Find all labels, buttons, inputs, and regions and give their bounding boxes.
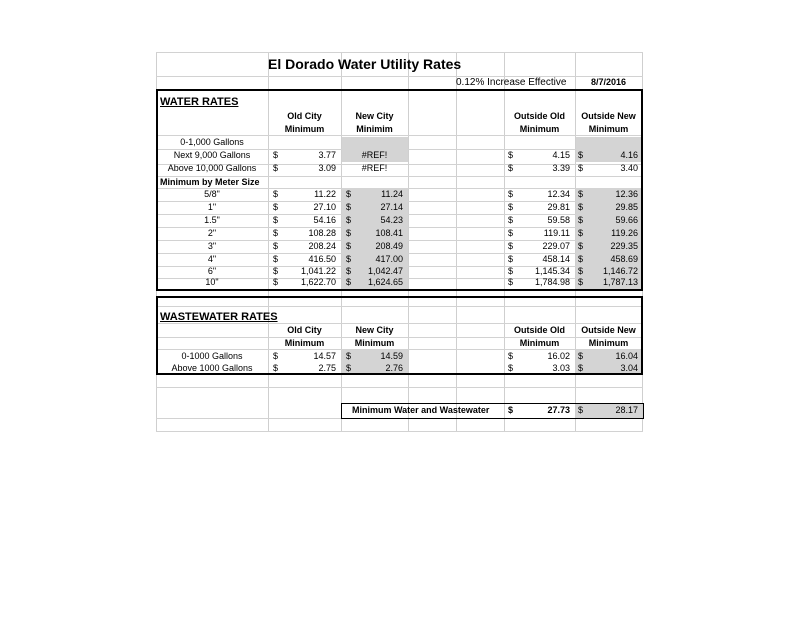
new-city-value: 1,042.47: [367, 266, 403, 276]
old-city-value: 208.24: [308, 241, 336, 251]
old-city-value: 416.50: [308, 254, 336, 264]
currency-symbol: $: [273, 363, 279, 373]
currency-symbol: $: [508, 351, 514, 361]
new-city-value: 11.24: [381, 189, 403, 199]
water-rates-heading: WATER RATES: [160, 96, 239, 108]
new-city-value: 108.41: [375, 228, 403, 238]
effective-date: 8/7/2016: [590, 77, 627, 87]
new-city-value: 27.14: [380, 202, 403, 212]
currency-symbol: $: [578, 405, 584, 415]
outside-old-value: 16.02: [547, 351, 570, 361]
currency-symbol: $: [273, 215, 279, 225]
col-subheader-new-city: Minimim: [356, 124, 393, 134]
currency-symbol: $: [578, 254, 584, 264]
outside-new-value: 29.85: [615, 202, 638, 212]
currency-symbol: $: [508, 150, 514, 160]
col-header-new-city: New City: [355, 325, 394, 335]
currency-symbol: $: [508, 254, 514, 264]
col-header-outside-new: Outside New: [581, 325, 636, 335]
currency-symbol: $: [273, 202, 279, 212]
currency-symbol: $: [273, 189, 279, 199]
col-header-outside-old: Outside Old: [513, 325, 565, 335]
new-city-value: #REF!: [361, 163, 388, 173]
currency-symbol: $: [578, 277, 584, 287]
col-subheader-outside-new: Minimum: [588, 124, 629, 134]
currency-symbol: $: [508, 363, 514, 373]
currency-symbol: $: [346, 228, 352, 238]
currency-symbol: $: [578, 266, 584, 276]
old-city-value: 11.22: [314, 189, 336, 199]
currency-symbol: $: [508, 163, 514, 173]
outside-old-value: 1,784.98: [534, 277, 570, 287]
total-outside-new: 28.17: [615, 405, 638, 415]
outside-old-value: 59.58: [547, 215, 570, 225]
water-section-border: [156, 89, 643, 91]
grid-line: [156, 306, 643, 307]
col-subheader-old-city: Minimum: [284, 338, 325, 348]
currency-symbol: $: [578, 215, 584, 225]
wastewater-usage-label: Above 1000 Gallons: [171, 363, 253, 373]
water-usage-label: Next 9,000 Gallons: [173, 150, 251, 160]
new-city-value: #REF!: [361, 150, 388, 160]
col-subheader-outside-old: Minimum: [519, 338, 560, 348]
water-usage-label: Above 10,000 Gallons: [167, 163, 257, 173]
currency-symbol: $: [346, 363, 352, 373]
currency-symbol: $: [346, 266, 352, 276]
old-city-value: 3.77: [318, 150, 336, 160]
wastewater-usage-label: 0-1000 Gallons: [181, 351, 243, 361]
currency-symbol: $: [508, 228, 514, 238]
currency-symbol: $: [346, 189, 352, 199]
meter-size-label: 1.5": [204, 215, 220, 225]
col-header-new-city: New City: [355, 111, 394, 121]
outside-old-value: 229.07: [542, 241, 570, 251]
col-header-outside-new: Outside New: [581, 111, 636, 121]
outside-new-value: 59.66: [615, 215, 638, 225]
meter-size-label: 2": [207, 228, 217, 238]
meter-size-label: 5/8": [204, 189, 220, 199]
outside-old-value: 12.34: [547, 189, 570, 199]
meter-size-label: 1": [207, 202, 217, 212]
total-outside-old: 27.73: [547, 405, 570, 415]
old-city-value: 14.57: [313, 351, 336, 361]
meter-size-label: 3": [207, 241, 217, 251]
col-subheader-new-city: Minimum: [354, 338, 395, 348]
page-title: El Dorado Water Utility Rates: [268, 56, 462, 72]
outside-old-value: 1,145.34: [534, 266, 570, 276]
old-city-value: 27.10: [313, 202, 336, 212]
outside-new-value: 3.04: [620, 363, 638, 373]
outside-old-value: 3.03: [552, 363, 570, 373]
grid-line: [408, 52, 409, 432]
col-header-old-city: Old City: [287, 325, 322, 335]
rate-sheet: [156, 52, 643, 432]
new-city-value: 208.49: [375, 241, 403, 251]
currency-symbol: $: [273, 277, 279, 287]
currency-symbol: $: [578, 202, 584, 212]
currency-symbol: $: [346, 202, 352, 212]
increase-note: 0.12% Increase Effective: [456, 77, 567, 88]
currency-symbol: $: [578, 189, 584, 199]
meter-size-label: 4": [207, 254, 217, 264]
currency-symbol: $: [273, 163, 279, 173]
meter-size-label: 6": [207, 266, 217, 276]
grid-line: [156, 135, 643, 136]
grid-line: [456, 52, 457, 432]
grid-line: [156, 76, 643, 77]
grid-line: [156, 52, 643, 53]
new-city-value: 54.23: [380, 215, 403, 225]
col-header-old-city: Old City: [287, 111, 322, 121]
old-city-value: 108.28: [308, 228, 336, 238]
col-subheader-outside-old: Minimum: [519, 124, 560, 134]
outside-new-value: 229.35: [610, 241, 638, 251]
currency-symbol: $: [508, 405, 514, 415]
currency-symbol: $: [508, 277, 514, 287]
currency-symbol: $: [578, 150, 584, 160]
outside-old-value: 119.11: [543, 228, 570, 238]
outside-new-value: 1,146.72: [602, 266, 638, 276]
water-section-border: [156, 289, 643, 291]
outside-old-value: 4.15: [552, 150, 570, 160]
outside-old-value: 458.14: [542, 254, 570, 264]
outside-old-value: 3.39: [552, 163, 570, 173]
outside-new-value: 119.26: [611, 228, 638, 238]
currency-symbol: $: [578, 163, 584, 173]
currency-symbol: $: [346, 351, 352, 361]
old-city-value: 1,622.70: [300, 277, 336, 287]
water-usage-label: 0-1,000 Gallons: [180, 137, 244, 147]
old-city-value: 2.75: [318, 363, 336, 373]
col-subheader-outside-new: Minimum: [588, 338, 629, 348]
currency-symbol: $: [578, 363, 584, 373]
currency-symbol: $: [578, 351, 584, 361]
outside-new-value: 16.04: [615, 351, 638, 361]
col-subheader-old-city: Minimum: [284, 124, 325, 134]
wastewater-rates-heading: WASTEWATER RATES: [160, 311, 278, 323]
new-city-value: 1,624.65: [367, 277, 403, 287]
currency-symbol: $: [346, 241, 352, 251]
outside-new-value: 1,787.13: [602, 277, 638, 287]
wastewater-section-border: [156, 296, 643, 298]
currency-symbol: $: [346, 277, 352, 287]
meter-size-label: 10": [205, 277, 219, 287]
currency-symbol: $: [508, 215, 514, 225]
grid-line: [156, 431, 643, 432]
currency-symbol: $: [508, 202, 514, 212]
currency-symbol: $: [273, 150, 279, 160]
old-city-value: 3.09: [318, 163, 336, 173]
old-city-value: 54.16: [313, 215, 336, 225]
currency-symbol: $: [273, 241, 279, 251]
currency-symbol: $: [508, 241, 514, 251]
currency-symbol: $: [273, 228, 279, 238]
col-header-outside-old: Outside Old: [513, 111, 565, 121]
new-city-value: 2.76: [385, 363, 403, 373]
meter-size-heading: Minimum by Meter Size: [160, 177, 260, 187]
currency-symbol: $: [273, 254, 279, 264]
currency-symbol: $: [346, 254, 352, 264]
currency-symbol: $: [578, 241, 584, 251]
new-city-value: 14.59: [380, 351, 403, 361]
outside-new-value: 4.16: [620, 150, 638, 160]
new-city-value: 417.00: [375, 254, 403, 264]
currency-symbol: $: [508, 266, 514, 276]
grid-line: [156, 387, 643, 388]
currency-symbol: $: [508, 189, 514, 199]
outside-new-value: 3.40: [620, 163, 638, 173]
total-label: Minimum Water and Wastewater: [352, 405, 490, 415]
currency-symbol: $: [346, 215, 352, 225]
outside-new-value: 12.36: [615, 189, 638, 199]
currency-symbol: $: [578, 228, 584, 238]
currency-symbol: $: [273, 266, 279, 276]
old-city-value: 1,041.22: [300, 266, 336, 276]
outside-old-value: 29.81: [547, 202, 570, 212]
currency-symbol: $: [273, 351, 279, 361]
outside-new-value: 458.69: [610, 254, 638, 264]
